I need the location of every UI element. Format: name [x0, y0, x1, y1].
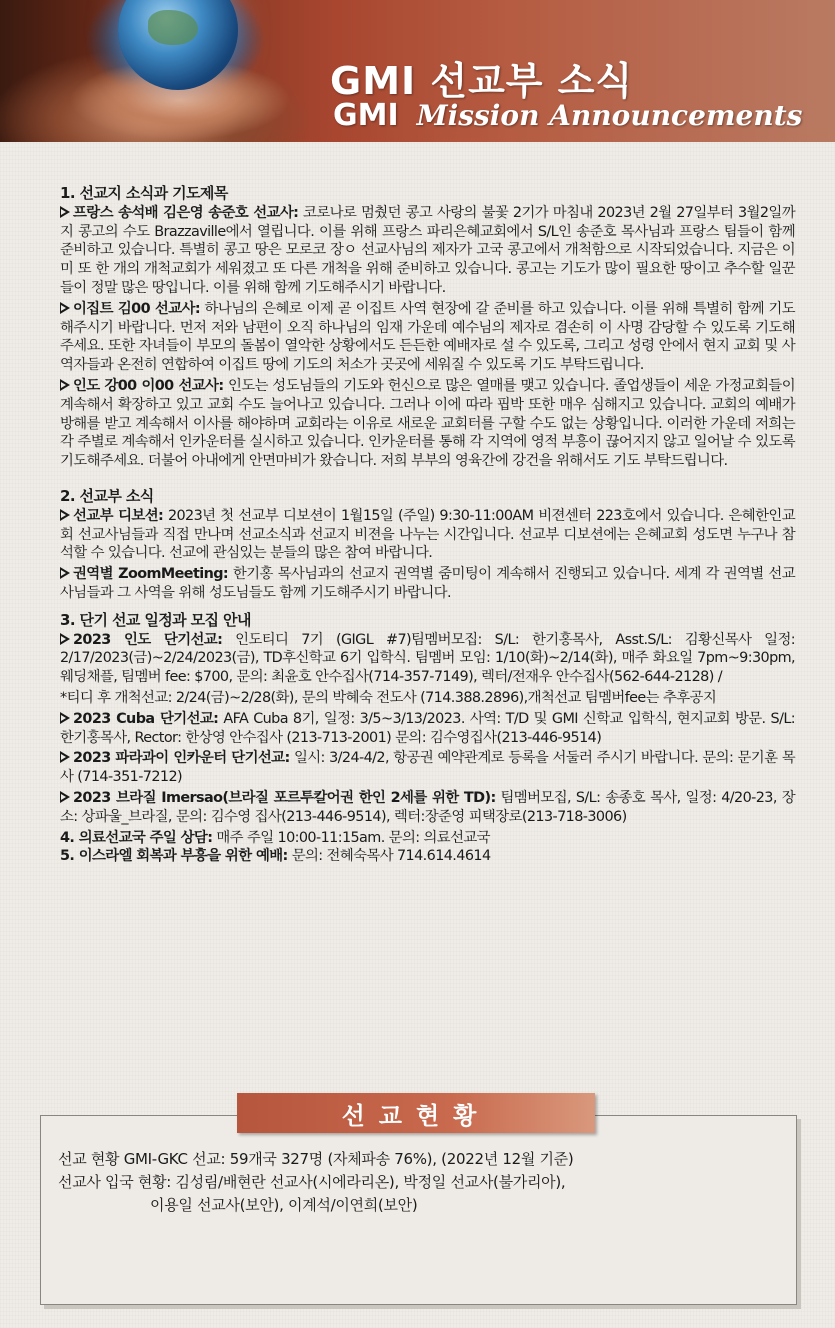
item-text: 코로나로 멈췄던 콩고 사랑의 불꽃 2기가 마침내 2023년 2월 27일부터 3월2일까지 콩고의 수도 Brazzaville에서 열립니다. 이를 위해 프랑스 파리은혜교회에서 S/L인 송준호 목사님과 프랑스 팀들이 함께 준비하고 있습니다. 특별히 콩고 땅은 모로코 장ㅇ 선교사님의 제자가 고국 콩고에서 개척함으로 시작되었습니다. 지금은 이미 또 한 개의 개척교회가 세워졌고 또 다른 개척을 위해 준비하고 있습니다. 콩고는 기도가 많이 필요한 땅이고 추수할 일꾼들이 정말 많은 땅입니다. 이를 위해 함께 기도해주시기 바랍니다.	[60, 204, 795, 296]
section-4-text: 매주 주일 10:00-11:15am. 문의: 의료선교국	[212, 829, 490, 846]
triangle-bullet-icon	[60, 633, 70, 645]
announcements-body	[60, 184, 795, 866]
item-label: 선교부 디보션:	[73, 507, 164, 524]
item-text: 2023년 첫 선교부 디보션이 1월15일 (주일) 9:30-11:00AM 비젼센터 223호에서 있습니다. 은혜한인교회 선교사님들과 직접 만나며 선교소식과 선교지 비젼을 나누는 시간입니다. 선교부 디보션에는 은혜교회 성도면 누구나 참석할 수 있습니다. 선교에 관심있는 분들의 많은 참여 바랍니다.	[60, 507, 796, 562]
list-item	[60, 377, 795, 471]
section-5-text: 문의: 전혜숙목사 714.614.4614	[287, 848, 491, 865]
status-line-1: 선교 현황 GMI-GKC 선교: 59개국 327명 (자체파송 76%), (2022년 12월 기준)	[58, 1150, 574, 1168]
section-4-label: 4. 의료선교국 주일 상담:	[60, 829, 213, 846]
triangle-bullet-icon	[60, 206, 70, 218]
status-text	[58, 1148, 573, 1217]
item-label: 2023 인도 단기선교:	[73, 631, 223, 648]
list-item	[60, 204, 795, 298]
status-title: 선교현황	[237, 1093, 595, 1133]
item-text: 하나님의 은혜로 이제 곧 이집트 사역 현장에 갈 준비를 하고 있습니다. 이를 위해 특별히 함께 기도해주시기 바랍니다. 먼저 저와 남편이 오직 하나님의 임재 가운데 예수님의 제자로 겸손히 이 사명 감당할 수 있도록 기도해주세요. 또한 자녀들이 부모의 돌봄이 열악한 상황에서도 든든한 예배자로 설 수 있도록, 그리고 성령 안에서 현지 교회 및 사역자들과 온전히 연합하여 이집트 땅에 기도의 처소가 곳곳에 세워질 수 있도록 기도 부탁드립니다.	[60, 300, 795, 374]
triangle-bullet-icon	[60, 509, 70, 521]
title-english	[333, 98, 802, 133]
item-text: 인도티디 7기 (GIGL #7)팀멤버모집: S/L: 한기홍목사, Asst.S/L: 김황신목사 일정: 2/17/2023(금)~2/24/2023(금), TD후신학교 6기 입학식. 팀멤버 모임: 1/10(화)~2/14(화), 매주 화요일 7pm~9:30pm, 웨딩채플, 팀멤버 fee: $700, 문의: 최윤호 안수집사(714-357-7149), 렉터/전재우 안수집사(562-644-2128) /	[60, 631, 795, 686]
list-item	[60, 710, 795, 748]
section-5-label: 5. 이스라엘 회복과 부흥을 위한 예배:	[60, 848, 288, 865]
triangle-bullet-icon	[60, 751, 70, 763]
section-heading-2: 2. 선교부 소식	[60, 486, 154, 505]
triangle-bullet-icon	[60, 379, 70, 391]
title-english-script: Mission Announcements	[416, 99, 803, 132]
item-text: 한기홍 목사님과의 선교지 권역별 줌미팅이 계속해서 진행되고 있습니다. 세계 각 권역별 선교사님들과 그 사역을 위해 성도님들도 함께 기도해주시기 바랍니다.	[60, 566, 795, 601]
item-label: 2023 브라질 Imersao(브라질 포르투칼어권 한인 2세를 위한 TD):	[73, 789, 496, 806]
status-line-3: 이용일 선교사(보안), 이계석/이연희(보안)	[150, 1196, 418, 1214]
list-item	[60, 749, 795, 787]
item-label: 인도 강00 이00 선교사:	[73, 377, 224, 394]
triangle-bullet-icon	[60, 302, 70, 314]
item-text: 일시: 3/24-4/2, 항공권 예약관계로 등록을 서둘러 주시기 바랍니다. 문의: 문기훈 목사 (714-351-7212)	[60, 750, 795, 786]
list-item	[60, 789, 795, 827]
item-label: 이집트 김00 선교사:	[73, 300, 200, 317]
item-label: 권역별 ZoomMeeting:	[73, 566, 229, 583]
list-note: *티디 후 개척선교: 2/24(금)~2/28(화), 문의 박혜숙 전도사 (714.388.2896),개척선교 팀멤버fee는 추후공지	[60, 689, 717, 706]
section-heading-1: 1. 선교지 소식과 기도제목	[60, 184, 228, 202]
triangle-bullet-icon	[60, 712, 70, 724]
item-text: AFA Cuba 8기, 일정: 3/5~3/13/2023. 사역: T/D 및 GMI 신학교 입학식, 현지교회 방문. S/L: 한기홍목사, Rector: 한상영 안수집사 (213-713-2001) 문의: 김수영집사(213-446-9514)	[60, 710, 795, 746]
item-text: 인도는 성도님들의 기도와 헌신으로 많은 열매를 맺고 있습니다. 졸업생들이 세운 가정교회들이 계속해서 확장하고 있고 교회 수도 늘어나고 있습니다. 그러나 이에 따라 핍박 또한 매우 심해지고 있습니다. 교회의 예배가 방해를 받고 계속해서 이사를 해야하며 교회라는 이유로 새로운 교회터를 구할 수도 없는 상황입니다. 이러한 가운데 저희는 각 주별로 계속해서 인카운터를 실시하고 있습니다. 인카운터를 통해 각 지역에 영적 부흥이 끊어지지 않고 일어날 수 있도록 기도해주세요. 더불어 아내에게 안면마비가 왔습니다. 저희 부부의 영육간에 강건을 위해서도 기도 부탁드립니다.	[60, 377, 796, 470]
item-text: 팀멤버모집, S/L: 송종호 목사, 일정: 4/20-23, 장소: 상파울_브라질, 문의: 김수영 집사(213-446-9514), 렉터:장준영 피택장로(213-718-3006)	[60, 789, 795, 825]
title-korean: GMI 선교부 소식	[330, 59, 634, 103]
title-english-prefix: GMI	[333, 98, 399, 133]
spacer	[60, 473, 795, 487]
list-item	[60, 631, 795, 687]
list-item	[60, 300, 795, 375]
section-5-line	[60, 847, 795, 866]
header-image	[0, 0, 320, 142]
section-heading-3: 3. 단기 선교 일정과 모집 안내	[60, 610, 251, 629]
status-line-2: 선교사 입국 현황: 김성림/배현란 선교사(시에라리온), 박정일 선교사(불가리아),	[58, 1173, 566, 1191]
list-item	[60, 565, 795, 603]
item-label: 2023 파라과이 인카운터 단기선교:	[73, 750, 290, 767]
item-label: 2023 Cuba 단기선교:	[73, 710, 219, 727]
section-4-line	[60, 829, 795, 848]
list-item	[60, 507, 795, 563]
header-banner	[0, 0, 835, 142]
triangle-bullet-icon	[60, 567, 70, 579]
item-label: 프랑스 송석배 김은영 송준호 선교사:	[73, 204, 299, 221]
triangle-bullet-icon	[60, 791, 70, 803]
